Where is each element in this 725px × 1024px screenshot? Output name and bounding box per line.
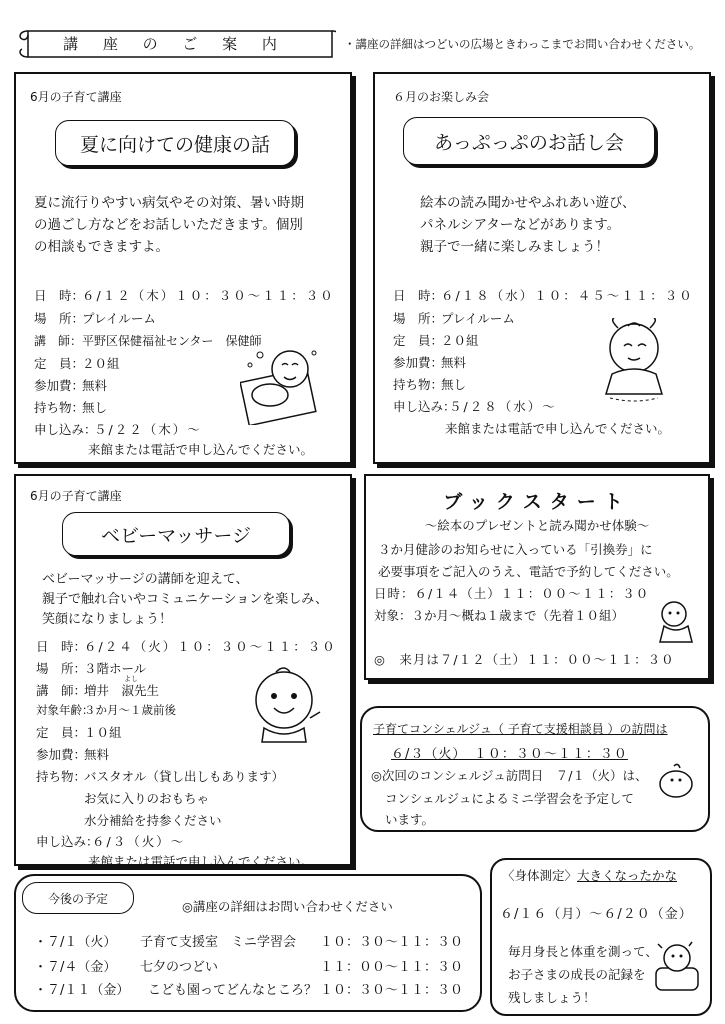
box1-category: 6月の子育て講座 <box>30 90 122 104</box>
box2-title: あっぷっぷのお話し会 <box>403 117 655 165</box>
box3-row-age: 対象年齢：３か月～１歳前後 <box>36 703 176 717</box>
box2-row-fee: 参加費：無料 <box>393 355 467 370</box>
bookstart-line-3: 日時：６/１４（土）１１：００～１１：３０ <box>374 586 650 601</box>
box1-row-place: 場 所：プレイルーム <box>34 311 156 326</box>
schedule-item-3: ・７/１１（金） こども園ってどんなところ？ １０：３０～１１：３０ <box>34 983 464 998</box>
box3-row-items-3: 水分補給を持参ください <box>84 813 222 828</box>
concierge-line-1: 子育てコンシェルジュ（ 子育て支援相談員 ）の訪問は <box>373 722 668 736</box>
header-banner <box>14 25 336 63</box>
box3-row-apply: 申し込み：６/３（火）～ <box>36 834 186 849</box>
schedule-item-2: ・７/４（金） 七夕のつどい １１：００～１１：３０ <box>34 960 464 975</box>
concierge-line-5: います。 <box>385 812 435 827</box>
box1-row-capacity: 定 員：２０組 <box>34 356 120 371</box>
box3-row-items: 持ち物：バスタオル（貸し出しもあります） <box>36 769 285 784</box>
baby-on-scale-icon <box>652 938 702 994</box>
box2-description: 絵本の読み聞かせやふれあい遊び、 パネルシアターなどがあります。 親子で一緒に楽しみましょう！ <box>420 195 636 255</box>
box1-row-apply: 申し込み：５/２２（木）～ <box>34 422 202 437</box>
box2-footer: 来館または電話で申し込んでください。 <box>445 421 671 436</box>
box3-description: ベビーマッサージの講師を迎えて、 親子で触れ合いやコミュニケーションを楽しみ、 笑顔になりましょう！ <box>42 572 329 627</box>
baby-crawling-icon <box>652 598 702 648</box>
schedule-item-1: ・７/１（火） 子育て支援室 ミニ学習会 １０：３０～１１：３０ <box>34 935 464 950</box>
schedule-note: ◎講座の詳細はお問い合わせください <box>182 899 393 914</box>
concierge-date: ６/３（火） １０：３０～１１：３０ <box>391 747 628 762</box>
box3-row-items-2: お気に入りのおもちゃ <box>84 791 210 806</box>
baby-lying-icon <box>240 345 322 425</box>
bookstart-next: ◎ 来月は７/１２（土）１１：００～１１：３０ <box>374 652 675 667</box>
box2-row-items: 持ち物：無し <box>393 377 467 392</box>
box2-row-place: 場 所：プレイルーム <box>393 311 515 326</box>
baby-face-icon <box>246 664 326 754</box>
schedule-label: 今後の予定 <box>22 882 134 914</box>
box2-category: ６月のお楽しみ会 <box>393 90 490 104</box>
bookstart-title: ブックスタート <box>443 491 631 513</box>
measurement-heading <box>502 866 677 884</box>
box1-row-items: 持ち物：無し <box>34 400 108 415</box>
measurement-line-2: お子さまの成長の記録を <box>508 967 646 982</box>
box1-row-fee: 参加費：無料 <box>34 378 108 393</box>
box2-row-datetime: 日 時：６/１８（水）１０：４５～１１：３０ <box>393 288 694 303</box>
box1-row-datetime: 日 時：６/１２（木）１０：３０～１１：３０ <box>34 288 335 303</box>
box3-footer: 来館または電話で申し込んでください。 <box>88 854 314 869</box>
measurement-tag: 〈身体測定〉 <box>502 868 578 883</box>
concierge-line-4: コンシェルジュによるミニ学習会を予定して <box>385 791 634 806</box>
box1-description: 夏に流行りやすい病気やその対策、暑い時期 の過ごし方などをお話しいただきます。個別 の相談もできますよ。 <box>34 195 304 255</box>
baby-sitting-icon <box>598 318 678 402</box>
box3-row-datetime: 日 時：６/２４（火）１０：３０～１１：３０ <box>36 639 337 654</box>
header-note: ・講座の詳細はつどいの広場ときわっこまでお問い合わせください。 <box>344 37 701 51</box>
box3-row-place: 場 所：３階ホール <box>36 661 147 676</box>
bookstart-line-2: 必要事項をご記入のうえ、電話で予約してください。 <box>378 564 679 579</box>
measurement-line-3: 残しましょう！ <box>508 990 596 1005</box>
chick-icon <box>656 760 696 800</box>
box3-ruby: よし <box>124 675 138 683</box>
measurement-dates: ６/１６（月）～６/２０（金） <box>500 907 693 922</box>
measurement-title: 大きくなったかな <box>577 868 678 883</box>
box1-footer: 来館または電話で申し込んでください。 <box>88 442 314 457</box>
box3-row-capacity: 定 員：１０組 <box>36 725 122 740</box>
box2-row-capacity: 定 員：２０組 <box>393 333 479 348</box>
bookstart-line-4: 対象：３か月～概ね１歳まで（先着１０組） <box>374 608 625 623</box>
measurement-line-1: 毎月身長と体重を測って、 <box>508 944 658 959</box>
box1-row-lecturer: 講 師：平野区保健福祉センター 保健師 <box>34 334 262 348</box>
bookstart-line-1: ３か月健診のお知らせに入っている「引換券」に <box>378 542 653 557</box>
box2-row-apply: 申し込み：５/２８（水）～ <box>393 399 557 414</box>
bookstart-subtitle: ～絵本のプレゼントと読み聞かせ体験～ <box>424 518 650 533</box>
box1-title: 夏に向けての健康の話 <box>55 120 295 166</box>
box3-category: 6月の子育て講座 <box>30 489 122 503</box>
concierge-line-3: ◎次回のコンシェルジュ訪問日 ７/１（火）は、 <box>371 768 648 783</box>
box3-title: ベビーマッサージ <box>62 512 290 556</box>
box3-row-fee: 参加費：無料 <box>36 747 110 762</box>
box3-row-lecturer: 講 師：増井 淑先生 <box>36 683 160 698</box>
header-title: 講 座 の ご 案 内 <box>63 35 287 53</box>
